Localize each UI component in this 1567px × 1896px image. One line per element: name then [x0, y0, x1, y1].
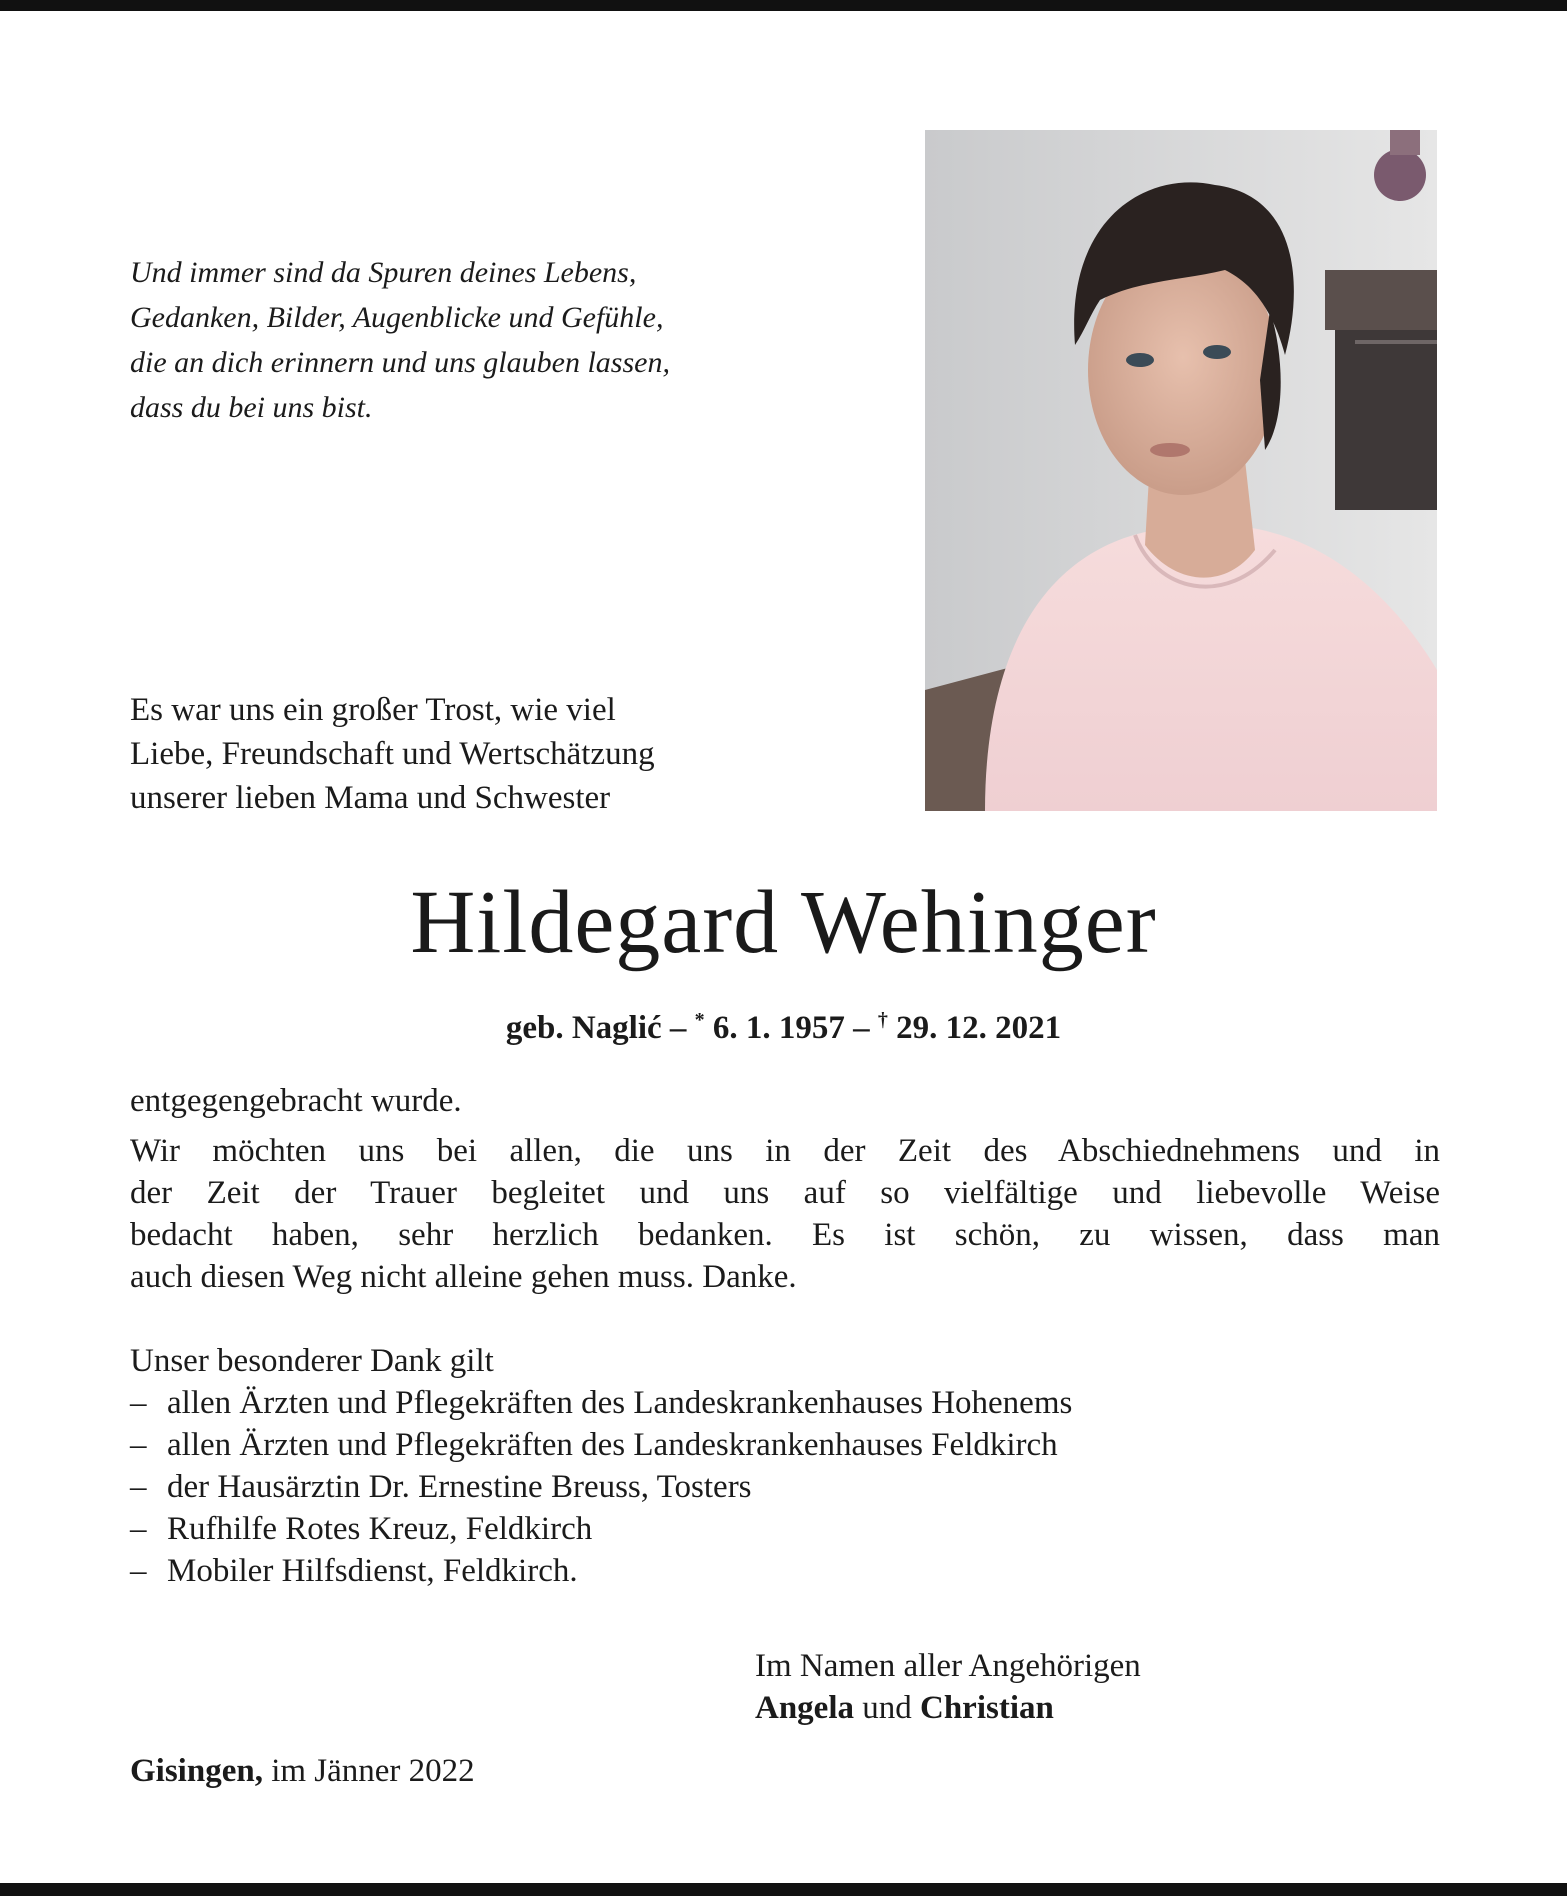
memorial-poem — [130, 250, 830, 430]
death-symbol: † — [877, 1009, 888, 1031]
special-thanks-heading: Unser besonderer Dank gilt — [130, 1343, 494, 1379]
portrait-illustration — [925, 130, 1437, 811]
death-date: 29. 12. 2021 — [887, 1010, 1062, 1046]
special-thanks — [130, 1340, 1440, 1592]
paragraph-line: der Zeit der Trauer begleitet und uns auf so vielfältige und liebevolle Weise — [130, 1175, 1440, 1211]
list-item — [130, 1508, 1440, 1550]
place-town: Gisingen, — [130, 1753, 263, 1789]
continuation-line: entgegengebracht wurde. — [130, 1083, 462, 1119]
place-date — [130, 1750, 930, 1792]
signoff-name: Angela — [755, 1690, 854, 1726]
dash-bullet: – — [130, 1511, 147, 1547]
list-item — [130, 1550, 1440, 1592]
signoff-connector: und — [854, 1690, 920, 1726]
intro-line: Liebe, Freundschaft und Wertschätzung — [130, 736, 655, 772]
intro-line: Es war uns ein großer Trost, wie viel — [130, 692, 616, 728]
intro-line: unserer lieben Mama und Schwester — [130, 780, 611, 816]
list-item — [130, 1424, 1440, 1466]
poem-line: Und immer sind da Spuren deines Lebens, — [130, 256, 637, 289]
dash-bullet: – — [130, 1385, 147, 1421]
list-item — [130, 1382, 1440, 1424]
place-date-text: im Jänner 2022 — [262, 1753, 475, 1789]
birth-date: 6. 1. 1957 – — [704, 1010, 878, 1046]
list-item-text: allen Ärzten und Pflegekräften des Landeskrankenhauses Hohenems — [167, 1385, 1073, 1421]
list-item-text: allen Ärzten und Pflegekräften des Landeskrankenhauses Feldkirch — [167, 1427, 1058, 1463]
birth-symbol: * — [694, 1009, 705, 1031]
dash-bullet: – — [130, 1469, 147, 1505]
maiden-name: geb. Naglić – — [505, 1010, 695, 1046]
signoff-name: Christian — [920, 1690, 1054, 1726]
deceased-name: Hildegard Wehinger — [410, 873, 1157, 972]
special-thanks-list — [130, 1382, 1440, 1592]
paragraph-line: auch diesen Weg nicht alleine gehen muss. Danke. — [130, 1259, 797, 1295]
birth-death-dates — [0, 1000, 1567, 1048]
thank-you-paragraph — [130, 1130, 1440, 1298]
list-item-text: Mobiler Hilfsdienst, Feldkirch. — [167, 1553, 578, 1589]
dash-bullet: – — [130, 1427, 147, 1463]
poem-line: dass du bei uns bist. — [130, 391, 373, 424]
paragraph-line: bedacht haben, sehr herzlich bedanken. Es ist schön, zu wissen, dass man — [130, 1217, 1440, 1253]
dash-bullet: – — [130, 1553, 147, 1589]
signoff-names — [755, 1687, 1435, 1729]
intro-text — [130, 688, 820, 820]
portrait-photo — [925, 130, 1437, 811]
poem-line: Gedanken, Bilder, Augenblicke und Gefühle, — [130, 301, 664, 334]
thank-you-text — [130, 1080, 1440, 1298]
poem-line: die an dich erinnern und uns glauben lassen, — [130, 346, 670, 379]
paragraph-line: Wir möchten uns bei allen, die uns in der Zeit des Abschiednehmens und in — [130, 1133, 1440, 1169]
list-item-text: der Hausärztin Dr. Ernestine Breuss, Tosters — [167, 1469, 752, 1505]
signoff — [755, 1645, 1435, 1729]
list-item-text: Rufhilfe Rotes Kreuz, Feldkirch — [167, 1511, 593, 1547]
list-item — [130, 1466, 1440, 1508]
bottom-border — [0, 1883, 1567, 1896]
top-border — [0, 0, 1567, 11]
signoff-line: Im Namen aller Angehörigen — [755, 1648, 1141, 1684]
